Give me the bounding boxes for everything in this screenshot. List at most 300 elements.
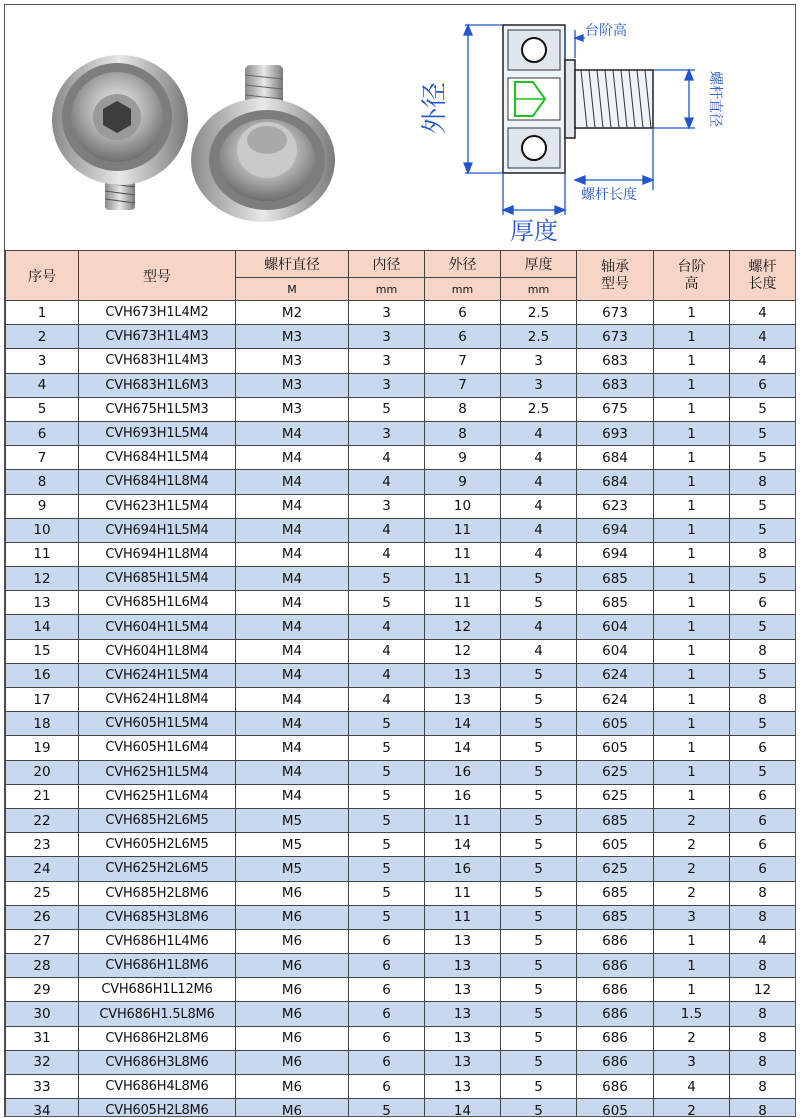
cell-screw-diameter: M4 [236,446,349,470]
cell-index: 26 [6,905,79,929]
table-row [6,1002,796,1026]
cell-step-height: 2 [654,857,730,881]
cell-index: 19 [6,736,79,760]
cell-index: 10 [6,518,79,542]
cell-outer-diameter: 9 [425,446,501,470]
cell-thickness: 5 [501,929,577,953]
table-row [6,736,796,760]
cell-bearing-model: 673 [577,325,654,349]
unit-inner-diameter: mm [349,278,425,301]
cell-model: CVH683H1L4M3 [79,349,236,373]
cell-bearing-model: 694 [577,518,654,542]
cell-step-height: 3 [654,905,730,929]
cell-model: CVH604H1L8M4 [79,639,236,663]
cell-bearing-model: 673 [577,301,654,325]
thickness-label: 厚度 [510,217,558,245]
cell-inner-diameter: 5 [349,591,425,615]
cell-outer-diameter: 8 [425,397,501,421]
cell-inner-diameter: 6 [349,929,425,953]
cell-bearing-model: 624 [577,663,654,687]
cell-screw-diameter: M5 [236,808,349,832]
cell-bearing-model: 683 [577,373,654,397]
cell-screw-diameter: M6 [236,929,349,953]
cell-outer-diameter: 11 [425,808,501,832]
cell-step-height: 1 [654,567,730,591]
table-row [6,591,796,615]
cell-screw-length: 8 [730,1002,796,1026]
cell-outer-diameter: 6 [425,301,501,325]
table-body [6,301,796,1118]
table-row [6,712,796,736]
cell-screw-diameter: M3 [236,397,349,421]
cell-step-height: 1 [654,518,730,542]
cell-inner-diameter: 6 [349,1075,425,1099]
cell-thickness: 3 [501,373,577,397]
cell-outer-diameter: 12 [425,639,501,663]
cell-index: 34 [6,1099,79,1117]
unit-thickness: mm [501,278,577,301]
cell-step-height: 1 [654,736,730,760]
cell-bearing-model: 686 [577,929,654,953]
cell-screw-length: 8 [730,542,796,566]
header-index: 序号 [6,251,79,301]
screw-diameter-label: 螺杆直径 [707,71,723,127]
cell-model: CVH673H1L4M2 [79,301,236,325]
cell-step-height: 1.5 [654,1002,730,1026]
cell-model: CVH684H1L5M4 [79,446,236,470]
table-row [6,688,796,712]
cell-outer-diameter: 7 [425,349,501,373]
cell-outer-diameter: 16 [425,784,501,808]
cell-screw-diameter: M3 [236,349,349,373]
spec-table [5,250,796,1117]
cell-thickness: 5 [501,857,577,881]
cell-index: 31 [6,1026,79,1050]
cell-screw-length: 5 [730,663,796,687]
cell-thickness: 5 [501,1075,577,1099]
cell-screw-length: 5 [730,494,796,518]
cell-thickness: 5 [501,736,577,760]
cell-step-height: 1 [654,615,730,639]
unit-outer-diameter: mm [425,278,501,301]
cell-inner-diameter: 5 [349,857,425,881]
cell-outer-diameter: 13 [425,978,501,1002]
spec-sheet [4,4,796,1117]
cell-outer-diameter: 16 [425,760,501,784]
cell-screw-length: 5 [730,615,796,639]
table-row [6,301,796,325]
cell-model: CVH624H1L5M4 [79,663,236,687]
cell-bearing-model: 605 [577,1099,654,1117]
cell-model: CVH605H1L6M4 [79,736,236,760]
cell-step-height: 1 [654,712,730,736]
cell-inner-diameter: 5 [349,1099,425,1117]
table-row [6,494,796,518]
outer-diameter-label: 外径 [420,81,450,135]
cell-index: 11 [6,542,79,566]
cell-step-height: 1 [654,421,730,445]
cell-outer-diameter: 11 [425,905,501,929]
screw-length-label: 螺杆长度 [581,187,637,203]
cell-screw-diameter: M6 [236,954,349,978]
cell-thickness: 5 [501,567,577,591]
cell-model: CVH605H2L8M6 [79,1099,236,1117]
cell-index: 21 [6,784,79,808]
cell-thickness: 5 [501,663,577,687]
cell-screw-diameter: M4 [236,736,349,760]
cell-thickness: 2.5 [501,301,577,325]
table-row [6,808,796,832]
table-row [6,905,796,929]
table-row [6,1099,796,1117]
header-figure-area [5,5,795,251]
cell-index: 29 [6,978,79,1002]
cell-model: CVH686H1.5L8M6 [79,1002,236,1026]
cell-model: CVH685H1L5M4 [79,567,236,591]
cell-inner-diameter: 3 [349,349,425,373]
cell-screw-diameter: M3 [236,373,349,397]
cell-step-height: 1 [654,494,730,518]
cell-inner-diameter: 4 [349,639,425,663]
cell-outer-diameter: 13 [425,1002,501,1026]
cell-thickness: 2.5 [501,325,577,349]
cell-screw-length: 8 [730,1075,796,1099]
cell-step-height: 2 [654,1026,730,1050]
cell-bearing-model: 683 [577,349,654,373]
cell-step-height: 1 [654,446,730,470]
cell-screw-length: 6 [730,373,796,397]
cell-step-height: 2 [654,1099,730,1117]
cell-screw-length: 5 [730,421,796,445]
cell-step-height: 4 [654,1075,730,1099]
cell-bearing-model: 625 [577,857,654,881]
cell-model: CVH625H1L5M4 [79,760,236,784]
cell-thickness: 5 [501,1050,577,1074]
cell-index: 5 [6,397,79,421]
cell-screw-diameter: M4 [236,542,349,566]
cell-model: CVH686H1L8M6 [79,954,236,978]
cell-outer-diameter: 14 [425,712,501,736]
cell-outer-diameter: 16 [425,857,501,881]
cell-outer-diameter: 10 [425,494,501,518]
cell-index: 16 [6,663,79,687]
cell-index: 7 [6,446,79,470]
cell-screw-length: 5 [730,567,796,591]
cell-screw-length: 4 [730,301,796,325]
cell-model: CVH694H1L8M4 [79,542,236,566]
cell-bearing-model: 604 [577,639,654,663]
cell-screw-diameter: M4 [236,760,349,784]
table-row [6,881,796,905]
cell-thickness: 5 [501,784,577,808]
table-row [6,325,796,349]
cell-model: CVH625H1L6M4 [79,784,236,808]
cell-screw-diameter: M3 [236,325,349,349]
cell-index: 8 [6,470,79,494]
cell-outer-diameter: 6 [425,325,501,349]
cell-thickness: 5 [501,833,577,857]
header-model: 型号 [79,251,236,301]
cell-step-height: 1 [654,784,730,808]
product-photo [45,45,345,225]
table-row [6,421,796,445]
cell-bearing-model: 675 [577,397,654,421]
table-row [6,978,796,1002]
cell-inner-diameter: 3 [349,421,425,445]
cell-model: CVH685H2L6M5 [79,808,236,832]
cell-screw-diameter: M4 [236,639,349,663]
cell-model: CVH686H2L8M6 [79,1026,236,1050]
cell-outer-diameter: 13 [425,929,501,953]
cell-inner-diameter: 5 [349,760,425,784]
cell-screw-length: 8 [730,470,796,494]
cell-thickness: 4 [501,446,577,470]
cell-thickness: 5 [501,808,577,832]
cell-index: 1 [6,301,79,325]
cell-inner-diameter: 5 [349,567,425,591]
dimension-diagram [405,10,735,246]
cell-inner-diameter: 3 [349,301,425,325]
cell-screw-diameter: M4 [236,784,349,808]
table-row [6,784,796,808]
cell-index: 27 [6,929,79,953]
table-row [6,760,796,784]
cell-screw-diameter: M6 [236,881,349,905]
cell-index: 15 [6,639,79,663]
cell-index: 4 [6,373,79,397]
cell-index: 22 [6,808,79,832]
cell-step-height: 2 [654,833,730,857]
unit-screw-diameter: M [236,278,349,301]
cell-thickness: 4 [501,542,577,566]
step-flange [565,60,575,138]
header-step-height: 台阶 高 [654,251,730,301]
table-row [6,1050,796,1074]
cell-screw-diameter: M4 [236,663,349,687]
cell-outer-diameter: 11 [425,591,501,615]
cell-inner-diameter: 5 [349,736,425,760]
header-thickness: 厚度 [501,251,577,278]
cell-screw-diameter: M4 [236,591,349,615]
table-row [6,470,796,494]
cell-screw-diameter: M4 [236,688,349,712]
table-row [6,615,796,639]
cell-thickness: 5 [501,881,577,905]
cell-thickness: 5 [501,591,577,615]
cell-inner-diameter: 5 [349,808,425,832]
cell-inner-diameter: 6 [349,1026,425,1050]
cell-outer-diameter: 11 [425,881,501,905]
cell-outer-diameter: 11 [425,567,501,591]
cell-outer-diameter: 14 [425,1099,501,1117]
cell-screw-length: 5 [730,397,796,421]
table-row [6,397,796,421]
cell-screw-length: 8 [730,1026,796,1050]
cell-step-height: 2 [654,808,730,832]
cell-index: 30 [6,1002,79,1026]
cell-screw-length: 8 [730,905,796,929]
cell-step-height: 1 [654,639,730,663]
cell-screw-diameter: M2 [236,301,349,325]
cell-model: CVH694H1L5M4 [79,518,236,542]
header-inner-diameter: 内径 [349,251,425,278]
cell-inner-diameter: 6 [349,978,425,1002]
cell-index: 2 [6,325,79,349]
cell-inner-diameter: 5 [349,397,425,421]
cell-index: 3 [6,349,79,373]
table-row [6,518,796,542]
cell-model: CVH685H2L8M6 [79,881,236,905]
cell-thickness: 4 [501,470,577,494]
cell-inner-diameter: 4 [349,518,425,542]
cell-outer-diameter: 12 [425,615,501,639]
cell-model: CVH686H4L8M6 [79,1075,236,1099]
table-row [6,639,796,663]
cell-index: 13 [6,591,79,615]
cell-model: CVH685H3L8M6 [79,905,236,929]
cell-outer-diameter: 13 [425,663,501,687]
cell-step-height: 1 [654,978,730,1002]
cell-model: CVH675H1L5M3 [79,397,236,421]
cell-step-height: 2 [654,881,730,905]
header-outer-diameter: 外径 [425,251,501,278]
cell-step-height: 1 [654,349,730,373]
cell-model: CVH624H1L8M4 [79,688,236,712]
cell-screw-length: 6 [730,736,796,760]
table-row [6,929,796,953]
cell-outer-diameter: 11 [425,542,501,566]
cell-thickness: 5 [501,1099,577,1117]
cell-screw-length: 4 [730,325,796,349]
cell-screw-diameter: M4 [236,494,349,518]
cell-inner-diameter: 5 [349,881,425,905]
cell-index: 25 [6,881,79,905]
cell-model: CVH625H2L6M5 [79,857,236,881]
cell-step-height: 1 [654,929,730,953]
cell-index: 20 [6,760,79,784]
table-row [6,446,796,470]
table-row [6,542,796,566]
cell-outer-diameter: 7 [425,373,501,397]
cell-bearing-model: 685 [577,905,654,929]
cell-model: CVH685H1L6M4 [79,591,236,615]
cell-model: CVH686H1L4M6 [79,929,236,953]
cell-bearing-model: 684 [577,470,654,494]
cell-screw-length: 8 [730,881,796,905]
cell-screw-length: 8 [730,954,796,978]
cell-bearing-model: 684 [577,446,654,470]
cell-bearing-model: 686 [577,978,654,1002]
cell-thickness: 5 [501,712,577,736]
cell-thickness: 5 [501,978,577,1002]
cell-step-height: 1 [654,470,730,494]
cell-thickness: 4 [501,421,577,445]
cell-inner-diameter: 5 [349,833,425,857]
cell-thickness: 5 [501,688,577,712]
cell-outer-diameter: 13 [425,1075,501,1099]
cell-screw-length: 6 [730,808,796,832]
cell-screw-length: 8 [730,688,796,712]
cell-outer-diameter: 14 [425,833,501,857]
cell-screw-length: 6 [730,784,796,808]
cell-model: CVH604H1L5M4 [79,615,236,639]
table-row [6,857,796,881]
cell-inner-diameter: 4 [349,542,425,566]
cell-bearing-model: 685 [577,881,654,905]
cell-index: 24 [6,857,79,881]
cell-model: CVH686H1L12M6 [79,978,236,1002]
cell-bearing-model: 685 [577,567,654,591]
cell-screw-diameter: M6 [236,1050,349,1074]
cell-bearing-model: 686 [577,1050,654,1074]
header-screw-diameter: 螺杆直径 [236,251,349,278]
cell-bearing-model: 693 [577,421,654,445]
cell-step-height: 1 [654,954,730,978]
cell-index: 17 [6,688,79,712]
cell-screw-diameter: M5 [236,857,349,881]
table-row [6,349,796,373]
cell-thickness: 2.5 [501,397,577,421]
cell-model: CVH686H3L8M6 [79,1050,236,1074]
cell-inner-diameter: 4 [349,663,425,687]
cell-thickness: 4 [501,639,577,663]
cell-inner-diameter: 3 [349,373,425,397]
cell-index: 23 [6,833,79,857]
cell-screw-diameter: M6 [236,1026,349,1050]
cell-thickness: 4 [501,494,577,518]
cell-model: CVH605H1L5M4 [79,712,236,736]
cell-screw-length: 8 [730,1050,796,1074]
cell-screw-length: 6 [730,833,796,857]
cell-inner-diameter: 4 [349,688,425,712]
cell-model: CVH605H2L6M5 [79,833,236,857]
cell-step-height: 1 [654,301,730,325]
cell-inner-diameter: 6 [349,954,425,978]
cell-index: 9 [6,494,79,518]
cell-inner-diameter: 4 [349,446,425,470]
cell-thickness: 4 [501,615,577,639]
cell-step-height: 1 [654,760,730,784]
cell-outer-diameter: 13 [425,688,501,712]
cell-bearing-model: 625 [577,760,654,784]
cell-screw-diameter: M6 [236,1075,349,1099]
cell-model: CVH623H1L5M4 [79,494,236,518]
cell-screw-diameter: M4 [236,712,349,736]
cell-outer-diameter: 9 [425,470,501,494]
cell-screw-diameter: M5 [236,833,349,857]
cell-model: CVH683H1L6M3 [79,373,236,397]
cell-step-height: 1 [654,688,730,712]
table-row [6,833,796,857]
cell-index: 33 [6,1075,79,1099]
cell-screw-diameter: M4 [236,421,349,445]
cell-screw-length: 4 [730,929,796,953]
cell-outer-diameter: 11 [425,518,501,542]
cell-screw-diameter: M4 [236,518,349,542]
cell-screw-diameter: M6 [236,1099,349,1117]
cell-inner-diameter: 5 [349,784,425,808]
cell-bearing-model: 625 [577,784,654,808]
table-row [6,954,796,978]
ball-top [522,38,546,62]
cell-thickness: 5 [501,905,577,929]
cell-inner-diameter: 4 [349,470,425,494]
cell-screw-length: 5 [730,760,796,784]
cell-index: 28 [6,954,79,978]
cell-step-height: 1 [654,663,730,687]
cell-screw-diameter: M4 [236,615,349,639]
ball-bottom [522,136,546,160]
